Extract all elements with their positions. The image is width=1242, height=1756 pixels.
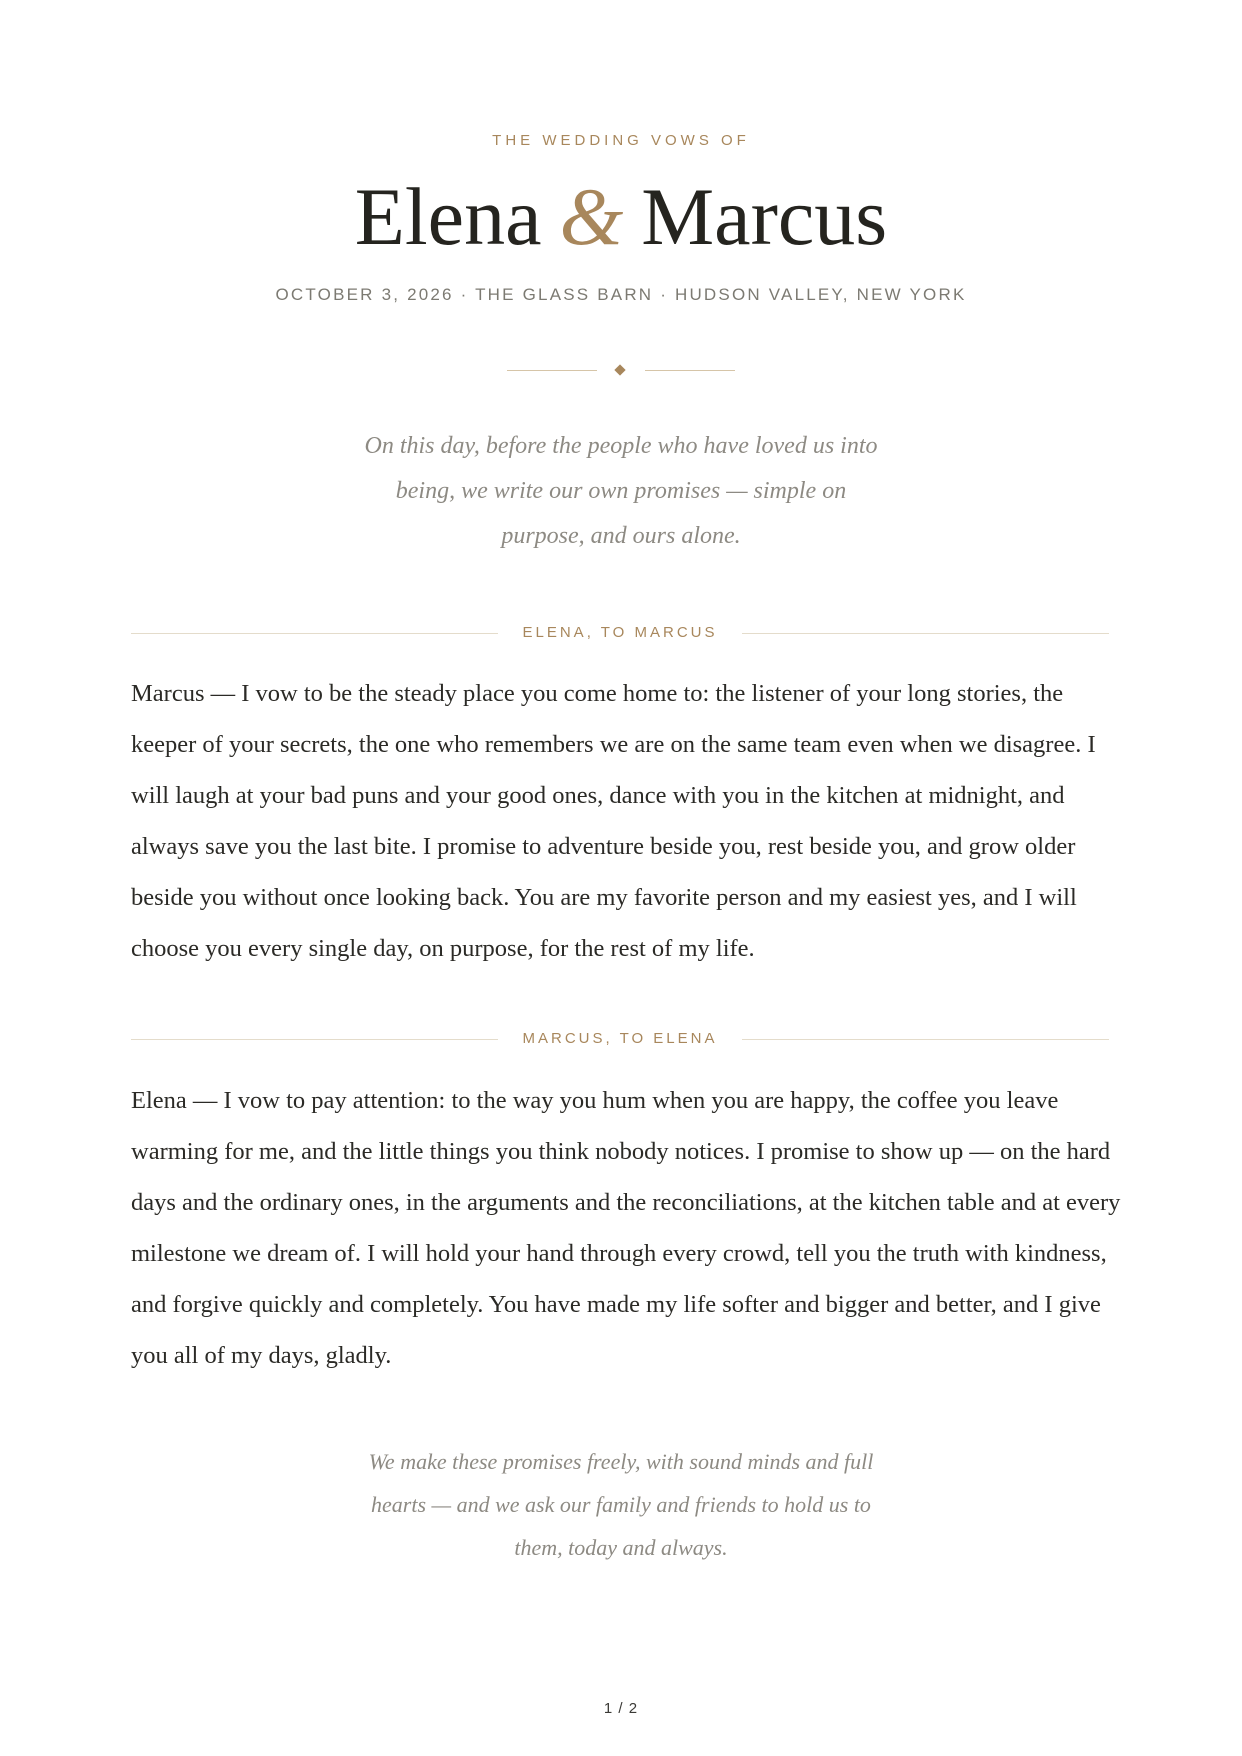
heading-rule-right bbox=[742, 1039, 1109, 1040]
diamond-icon bbox=[614, 364, 625, 375]
section-heading-elena bbox=[131, 623, 1109, 643]
name-two: Marcus bbox=[641, 171, 888, 262]
heading-rule-left bbox=[131, 1039, 498, 1040]
closing-text: We make these promises freely, with sound minds and full hearts — and we ask our family and friends to hold us to them, today and always. bbox=[368, 1449, 874, 1560]
section-heading-label: MARCUS, TO ELENA bbox=[522, 1030, 718, 1047]
vow-text-elena: Marcus — I vow to be the steady place you come home to: the listener of your long stories, the keeper of your secrets, the one who remembers we are on the same team even when we disagree. I will laugh at your bad puns and your good ones, dance with you in the kitchen at midnight, and always save you the last bite. I promise to adventure beside you, rest beside you, and grow older beside you without once looking back. You are my favorite person and my easiest yes, and I will choose you every single day, on purpose, for the rest of my life. bbox=[131, 680, 1096, 962]
ampersand: & bbox=[559, 171, 624, 262]
ornament-line-right bbox=[645, 370, 735, 371]
event-details: OCTOBER 3, 2026 · THE GLASS BARN · HUDSON VALLEY, NEW YORK bbox=[275, 285, 967, 304]
ornament-divider bbox=[0, 366, 1242, 376]
intro-text: On this day, before the people who have loved us into being, we write our own promises — simple on purpose, and ours alone. bbox=[364, 433, 878, 549]
name-one: Elena bbox=[354, 171, 542, 262]
section-heading-label: ELENA, TO MARCUS bbox=[522, 624, 718, 641]
section-heading-marcus bbox=[131, 1029, 1109, 1049]
page-title bbox=[0, 171, 1242, 262]
ornament-line-left bbox=[507, 370, 597, 371]
heading-rule-right bbox=[742, 633, 1109, 634]
vow-text-marcus: Elena — I vow to pay attention: to the way you hum when you are happy, the coffee you leave warming for me, and the little things you think nobody notices. I promise to show up — on the hard days and the ordinary ones, in the arguments and the reconciliations, at the kitchen table and at every milestone we dream of. I will hold your hand through every crowd, tell you the truth with kindness, and forgive quickly and completely. You have made my life softer and bigger and better, and I give you all of my days, gladly. bbox=[131, 1087, 1121, 1369]
heading-rule-left bbox=[131, 633, 498, 634]
page-indicator: 1 / 2 bbox=[603, 1700, 639, 1717]
eyebrow-label: THE WEDDING VOWS OF bbox=[492, 132, 750, 149]
